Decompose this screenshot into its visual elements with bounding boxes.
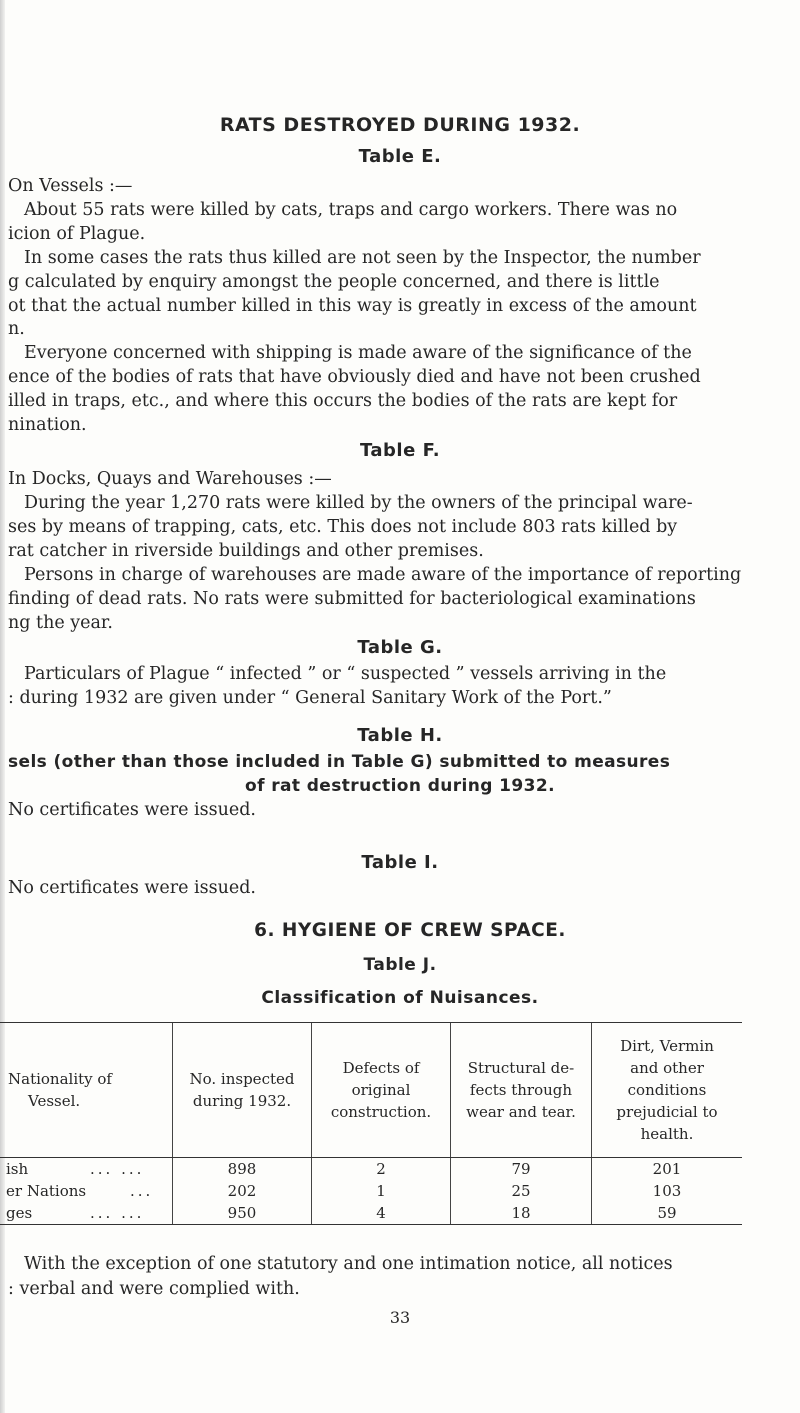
footer-line: With the exception of one statutory and one intimation notice, all notices — [24, 1254, 673, 1274]
page-title: RATS DESTROYED DURING 1932. — [219, 114, 581, 136]
cell-nationality: ges ... ... — [0, 1202, 173, 1225]
table-g-line: : during 1932 are given under “ General Sanitary Work of the Port.” — [8, 688, 612, 708]
table-e-heading: Table E. — [358, 146, 442, 167]
column-header-original-defects: Defects of original construction. — [312, 1023, 451, 1158]
table-h-title-line: of rat destruction during 1932. — [245, 776, 555, 796]
cell-inspected: 898 — [173, 1158, 312, 1181]
table-g-line: Particulars of Plague “ infected ” or “ suspected ” vessels arriving in the — [24, 664, 667, 684]
cell-structural-defects: 79 — [451, 1158, 592, 1181]
table-f-line: finding of dead rats. No rats were submitted for bacteriological examinations — [8, 589, 696, 609]
table-i-note: No certificates were issued. — [8, 878, 256, 898]
table-j-caption: Classification of Nuisances. — [261, 988, 539, 1008]
table-f-line: rat catcher in riverside buildings and other premises. — [8, 541, 484, 561]
cell-structural-defects: 25 — [451, 1180, 592, 1202]
table-header-row — [0, 1023, 742, 1158]
column-header-inspected: No. inspected during 1932. — [173, 1023, 312, 1158]
table-e-line: Everyone concerned with shipping is made aware of the significance of the — [24, 343, 692, 363]
section-heading: 6. HYGIENE OF CREW SPACE. — [254, 920, 566, 941]
table-f-heading: Table F. — [359, 440, 441, 461]
table-h-note: No certificates were issued. — [8, 800, 256, 820]
cell-original-defects: 4 — [312, 1202, 451, 1225]
table-i-heading: Table I. — [361, 852, 439, 873]
cell-nationality: ish ... ... — [6, 1160, 145, 1178]
nuisances-table — [0, 1022, 742, 1225]
cell-nationality: er Nations ... — [6, 1182, 154, 1200]
table-f-line: Persons in charge of warehouses are made aware of the importance of reporting — [24, 565, 742, 585]
table-e-line: icion of Plague. — [8, 224, 146, 244]
cell-inspected: 950 — [173, 1202, 312, 1225]
table-e-line: illed in traps, etc., and where this occurs the bodies of the rats are kept for — [8, 391, 678, 411]
cell-dirt-vermin: 59 — [592, 1202, 743, 1225]
cell-inspected: 202 — [173, 1180, 312, 1202]
table-row — [0, 1180, 742, 1202]
column-header-dirt-vermin: Dirt, Vermin and other conditions prejudicial to health. — [592, 1023, 743, 1158]
table-e-line: nination. — [8, 415, 87, 435]
table-e-line: About 55 rats were killed by cats, traps and cargo workers. There was no — [24, 200, 678, 220]
table-h-heading: Table H. — [357, 725, 443, 746]
table-e-line: ence of the bodies of rats that have obviously died and have not been crushed — [8, 367, 701, 387]
table-g-heading: Table G. — [357, 637, 443, 658]
table-e-line: g calculated by enquiry amongst the people concerned, and there is little — [8, 272, 660, 292]
cell-original-defects: 1 — [312, 1180, 451, 1202]
table-e-line: n. — [8, 319, 25, 339]
table-e-line: On Vessels :— — [8, 176, 133, 196]
table-f-line: During the year 1,270 rats were killed by the owners of the principal ware- — [24, 493, 693, 513]
table-f-line: In Docks, Quays and Warehouses :— — [8, 469, 332, 489]
column-header-nationality: Nationality of Vessel. — [0, 1023, 173, 1158]
table-f-line: ng the year. — [8, 613, 113, 633]
table-row — [0, 1202, 742, 1225]
cell-dirt-vermin: 201 — [592, 1158, 743, 1181]
table-h-title-line: sels (other than those included in Table G) submitted to measures — [8, 752, 671, 772]
column-header-structural-defects: Structural de- fects through wear and tear. — [451, 1023, 592, 1158]
page-number: 33 — [389, 1308, 411, 1327]
footer-line: : verbal and were complied with. — [8, 1279, 300, 1299]
cell-structural-defects: 18 — [451, 1202, 592, 1225]
table-f-line: ses by means of trapping, cats, etc. This does not include 803 rats killed by — [8, 517, 678, 537]
table-row — [0, 1158, 742, 1181]
cell-original-defects: 2 — [312, 1158, 451, 1181]
cell-dirt-vermin: 103 — [592, 1180, 743, 1202]
table-e-line: ot that the actual number killed in this way is greatly in excess of the amount — [8, 296, 697, 316]
table-j-heading: Table J. — [363, 955, 437, 975]
table-e-line: In some cases the rats thus killed are not seen by the Inspector, the number — [24, 248, 701, 268]
